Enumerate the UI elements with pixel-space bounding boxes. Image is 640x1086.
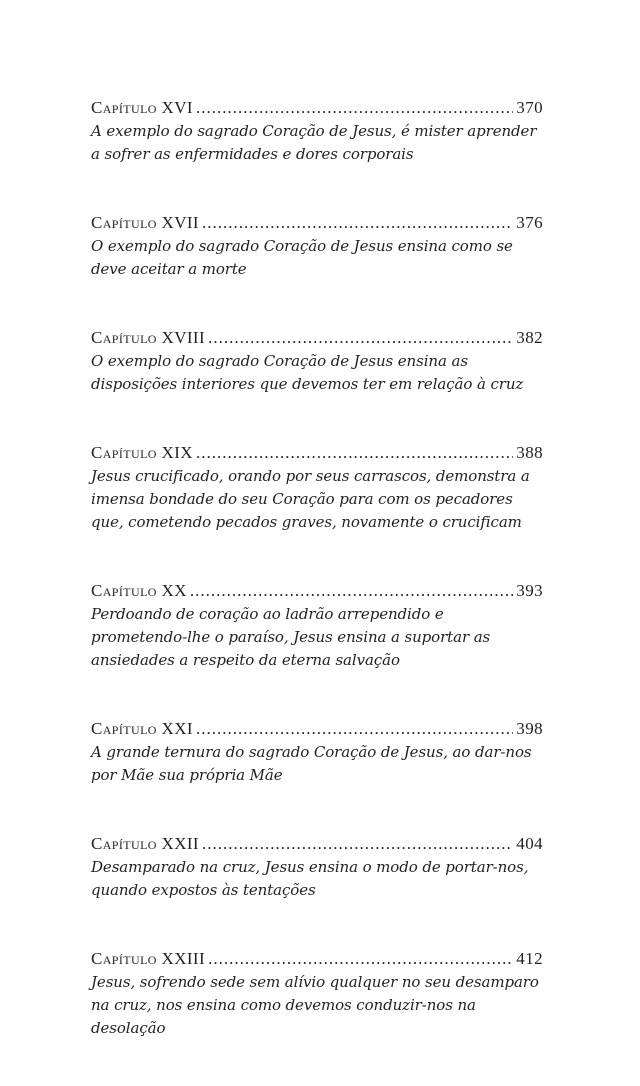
chapter-label: Capítulo XVIII bbox=[91, 328, 206, 347]
chapter-label: Capítulo XVI bbox=[91, 98, 193, 117]
page-number: 404 bbox=[516, 834, 543, 853]
chapter-label: Capítulo XVII bbox=[91, 213, 199, 232]
dot-leader bbox=[202, 833, 513, 855]
toc-entry bbox=[91, 833, 543, 902]
chapter-description: O exemplo do sagrado Coração de Jesus ensina as disposições interiores que devemos ter em relação à cruz bbox=[91, 352, 524, 393]
dot-leader bbox=[196, 718, 513, 740]
toc-entry-header bbox=[91, 948, 543, 970]
dot-leader bbox=[196, 442, 513, 464]
dot-leader bbox=[208, 327, 513, 349]
chapter-label: Capítulo XXII bbox=[91, 834, 199, 853]
toc-entry-header bbox=[91, 97, 543, 119]
toc-entry-header bbox=[91, 212, 543, 234]
page-number: 412 bbox=[516, 949, 543, 968]
table-of-contents bbox=[91, 97, 543, 1086]
chapter-description: Jesus, sofrendo sede sem alívio qualquer no seu desamparo na cruz, nos ensina como devemos conduzir-nos na desolação bbox=[91, 973, 539, 1037]
toc-entry bbox=[91, 948, 543, 1040]
chapter-description: A grande ternura do sagrado Coração de Jesus, ao dar-nos por Mãe sua própria Mãe bbox=[91, 743, 532, 784]
dot-leader bbox=[196, 97, 513, 119]
toc-entry-header bbox=[91, 327, 543, 349]
dot-leader bbox=[208, 948, 513, 970]
chapter-description: A exemplo do sagrado Coração de Jesus, é mister aprender a sofrer as enfermidades e dores corporais bbox=[91, 122, 537, 163]
chapter-label: Capítulo XX bbox=[91, 581, 187, 600]
dot-leader bbox=[202, 212, 513, 234]
chapter-label: Capítulo XXIII bbox=[91, 949, 206, 968]
toc-entry-header bbox=[91, 442, 543, 464]
toc-entry bbox=[91, 442, 543, 534]
page-number: 370 bbox=[516, 98, 543, 117]
page-number: 393 bbox=[516, 581, 543, 600]
chapter-description: O exemplo do sagrado Coração de Jesus ensina como se deve aceitar a morte bbox=[91, 237, 513, 278]
page-number: 376 bbox=[516, 213, 543, 232]
chapter-description: Desamparado na cruz, Jesus ensina o modo de portar-nos, quando expostos às tentações bbox=[91, 858, 529, 899]
page-number: 382 bbox=[516, 328, 543, 347]
toc-entry-header bbox=[91, 580, 543, 602]
page-number: 388 bbox=[516, 443, 543, 462]
dot-leader bbox=[190, 580, 513, 602]
toc-entry bbox=[91, 580, 543, 672]
toc-entry-header bbox=[91, 718, 543, 740]
chapter-description: Perdoando de coração ao ladrão arrependido e prometendo-lhe o paraíso, Jesus ensina a suportar as ansiedades a respeito da eterna salvação bbox=[91, 605, 491, 669]
toc-entry bbox=[91, 97, 543, 166]
toc-entry bbox=[91, 327, 543, 396]
page-number: 398 bbox=[516, 719, 543, 738]
toc-entry-header bbox=[91, 833, 543, 855]
chapter-description: Jesus crucificado, orando por seus carrascos, demonstra a imensa bondade do seu Coração para com os pecadores que, cometendo pecados graves, novamente o crucificam bbox=[91, 467, 530, 531]
toc-entry bbox=[91, 718, 543, 787]
chapter-label: Capítulo XIX bbox=[91, 443, 193, 462]
chapter-label: Capítulo XXI bbox=[91, 719, 193, 738]
toc-entry bbox=[91, 212, 543, 281]
